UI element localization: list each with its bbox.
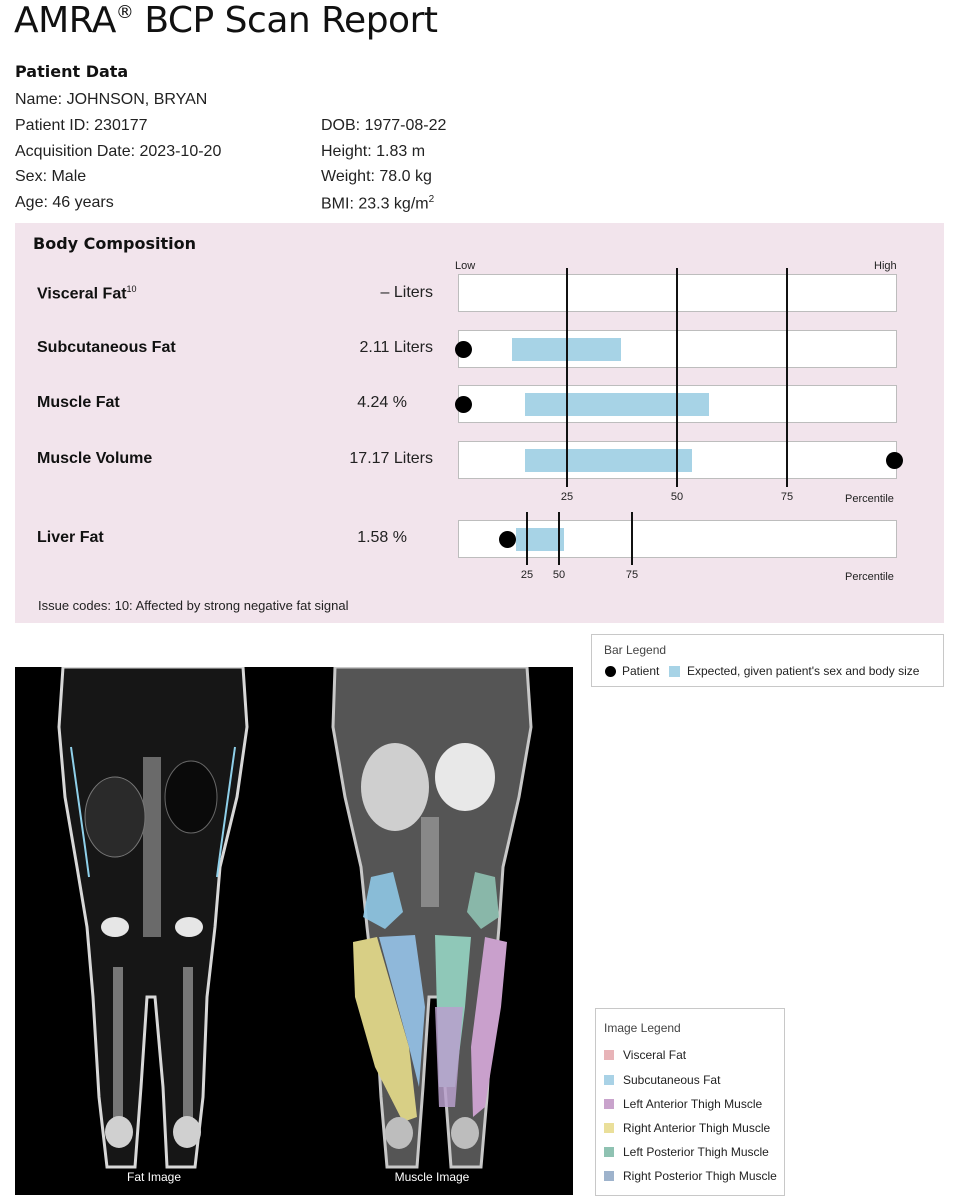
patient-sex: Sex: Male xyxy=(15,168,87,185)
tick-75: 75 xyxy=(780,491,794,503)
muscle-volume-value: 17.17 Liters xyxy=(349,450,433,467)
percentile-50-line xyxy=(676,268,678,487)
liver-percentile-25-line xyxy=(526,512,528,565)
liver-percentile-75-line xyxy=(631,512,633,565)
color-swatch xyxy=(604,1099,614,1109)
image-legend: Image Legend Visceral Fat Subcutaneous Fat Left Anterior Thigh Muscle Right Anterior Thigh Muscle Left Posterior Thigh Muscle Right Posterior Thigh Muscle xyxy=(595,1008,785,1196)
mri-illustration xyxy=(15,667,573,1195)
percentile-25-line xyxy=(566,268,568,487)
muscle-fat-value: 4.24 % xyxy=(357,394,407,411)
liver-fat-value: 1.58 % xyxy=(357,529,407,546)
patient-dot-icon xyxy=(605,666,616,677)
color-swatch xyxy=(604,1147,614,1157)
issue-codes-note: Issue codes: 10: Affected by strong negative fat signal xyxy=(38,598,349,613)
liver-tick-75: 75 xyxy=(625,569,639,581)
subcutaneous-fat-label: Subcutaneous Fat xyxy=(37,339,176,356)
body-composition-panel xyxy=(15,223,944,623)
fat-image xyxy=(59,667,247,1167)
liver-fat-label: Liver Fat xyxy=(37,529,104,546)
tick-50: 50 xyxy=(670,491,684,503)
expected-square-icon xyxy=(669,666,680,677)
bar-legend-title: Bar Legend xyxy=(604,643,667,657)
patient-name: Name: JOHNSON, BRYAN xyxy=(15,91,208,108)
muscle-fat-expected-range xyxy=(525,393,709,416)
liver-fat-bar xyxy=(458,520,897,558)
muscle-fat-patient-marker xyxy=(455,396,472,413)
body-composition-heading: Body Composition xyxy=(33,234,197,253)
patient-height: Height: 1.83 m xyxy=(321,143,426,160)
liver-tick-50: 50 xyxy=(552,569,566,581)
bar-legend-expected: Expected, given patient's sex and body size xyxy=(687,664,920,678)
liver-percentile-axis-label: Percentile xyxy=(845,571,894,583)
percentile-75-line xyxy=(786,268,788,487)
tick-25: 25 xyxy=(560,491,574,503)
liver-tick-25: 25 xyxy=(520,569,534,581)
bar-legend xyxy=(591,634,944,687)
acquisition-date: Acquisition Date: 2023-10-20 xyxy=(15,143,222,160)
bar-legend-patient: Patient xyxy=(622,664,660,678)
subcutaneous-fat-value: 2.11 Liters xyxy=(359,339,433,356)
patient-age: Age: 46 years xyxy=(15,194,114,211)
low-label: Low xyxy=(455,260,476,272)
patient-weight: Weight: 78.0 kg xyxy=(321,168,432,185)
muscle-volume-expected-range xyxy=(525,449,692,472)
visceral-fat-label: Visceral Fat$^{10}$ xyxy=(37,284,137,303)
muscle-volume-patient-marker xyxy=(886,452,903,469)
image-legend-title: Image Legend xyxy=(604,1021,681,1035)
percentile-axis-label: Percentile xyxy=(845,493,894,505)
patient-data-heading: Patient Data xyxy=(15,62,129,81)
mri-scan-images xyxy=(15,667,573,1195)
liver-fat-patient-marker xyxy=(499,531,516,548)
muscle-volume-label: Muscle Volume xyxy=(37,450,153,467)
patient-id: Patient ID: 230177 xyxy=(15,117,148,134)
fat-image-caption: Fat Image xyxy=(126,1170,182,1184)
muscle-image-caption: Muscle Image xyxy=(394,1170,470,1184)
liver-percentile-50-line xyxy=(558,512,560,565)
muscle-fat-label: Muscle Fat xyxy=(37,394,120,411)
patient-dob: DOB: 1977-08-22 xyxy=(321,117,447,134)
report-title: AMRA® BCP Scan Report xyxy=(14,0,438,41)
color-swatch xyxy=(604,1171,614,1181)
high-label: High xyxy=(874,260,897,272)
subcutaneous-patient-marker xyxy=(455,341,472,358)
muscle-image xyxy=(333,667,531,1167)
color-swatch xyxy=(604,1075,614,1085)
color-swatch xyxy=(604,1123,614,1133)
color-swatch xyxy=(604,1050,614,1060)
patient-bmi: BMI: 23.3 $kg/m^2$ xyxy=(321,194,435,213)
visceral-fat-value: – Liters xyxy=(380,284,433,301)
